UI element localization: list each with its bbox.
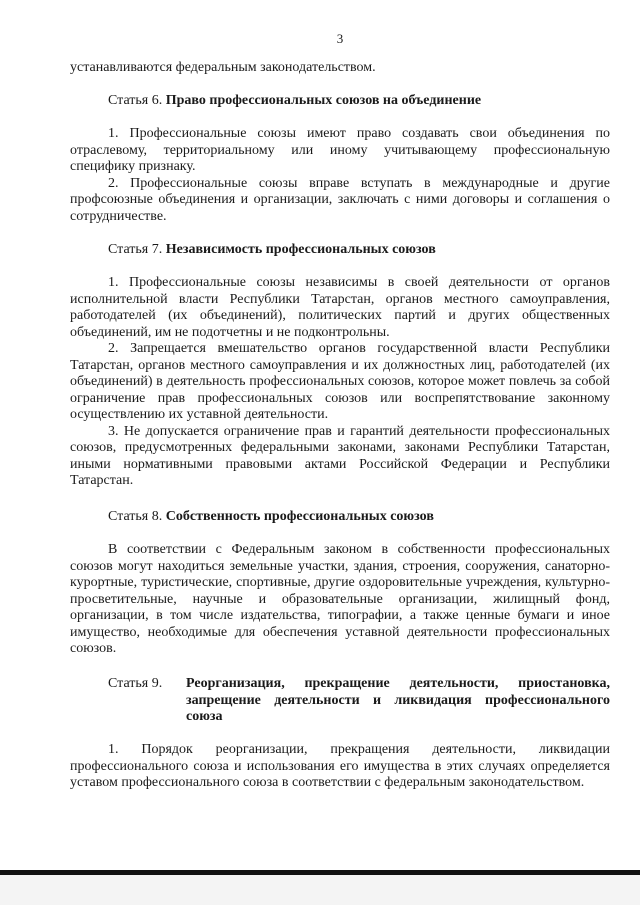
article-9-title: Реорганизация, прекращение деятельности, приостановка, запрещение деятельности и ликвидация профессионального союза xyxy=(186,676,610,724)
article-9-body xyxy=(70,742,610,792)
article-8-heading xyxy=(70,509,610,526)
article-7-title: Независимость профессиональных союзов xyxy=(165,242,436,257)
article-8-body xyxy=(70,542,610,658)
intro-line: устанавливаются федеральным законодательством. xyxy=(70,60,376,75)
article-8-label: Статья 8. xyxy=(108,509,163,524)
page-number: 3 xyxy=(336,31,344,46)
article-9-paragraph-1: 1. Порядок реорганизации, прекращения деятельности, ликвидации профессионального союза и использования его имущества в этих случаях определяется уставом профессионального союза в соответствии с федеральным законодательством. xyxy=(70,742,610,790)
article-9-label: Статья 9. xyxy=(108,676,163,691)
article-6-paragraph-1: 1. Профессиональные союзы имеют право создавать свои объединения по отраслевому, территориальному или иному учитывающему профессиональную специфику признаку. xyxy=(70,126,610,174)
article-7-paragraph-1: 1. Профессиональные союзы независимы в своей деятельности от органов исполнительной власти Республики Татарстан, органов местного самоуправления, работодателей (их объединений), политических партий и других общественных объединений, им не подотчетны и не подконтрольны. xyxy=(70,275,610,340)
intro-paragraph xyxy=(70,60,610,77)
article-6-title: Право профессиональных союзов на объединение xyxy=(165,93,482,108)
article-6-label: Статья 6. xyxy=(108,93,163,108)
article-7-paragraph-3: 3. Не допускается ограничение прав и гарантий деятельности профессиональных союзов, предусмотренных федеральными законами, законами Республики Татарстан, иными нормативными правовыми актами Российской Федерации и Республики Татарстан. xyxy=(70,423,610,488)
article-8-paragraph-1: В соответствии с Федеральным законом в собственности профессиональных союзов могут находиться земельные участки, здания, строения, сооружения, санаторно-курортные, туристические, спортивные, другие оздоровительные учреждения, культурно-просветительные, научные и образовательные организации, жилищный фонд, организации, в том числе издательства, типографии, а также ценные бумаги и иное имущество, необходимые для обеспечения уставной деятельности профессиональных союзов. xyxy=(70,542,610,656)
article-6-heading xyxy=(70,93,610,110)
article-8-title: Собственность профессиональных союзов xyxy=(165,509,434,524)
article-6-body xyxy=(70,126,610,225)
article-7-paragraph-2: 2. Запрещается вмешательство органов государственной власти Республики Татарстан, органов местного самоуправления и их должностных лиц, работодателей (их объединений) в деятельность профессиональных союзов, которое может повлечь за собой ограничение прав профессиональных союзов или воспрепятствование законному осуществлению их уставной деятельности. xyxy=(70,341,610,422)
article-7-heading xyxy=(70,242,610,259)
article-7-body xyxy=(70,275,610,490)
article-6-paragraph-2: 2. Профессиональные союзы вправе вступать в международные и другие профсоюзные объединения и организации, заключать с ними договоры и соглашения о сотрудничестве. xyxy=(70,175,610,224)
article-7-label: Статья 7. xyxy=(108,242,163,257)
scan-bottom-shade xyxy=(0,875,640,905)
article-9-heading xyxy=(70,676,610,726)
